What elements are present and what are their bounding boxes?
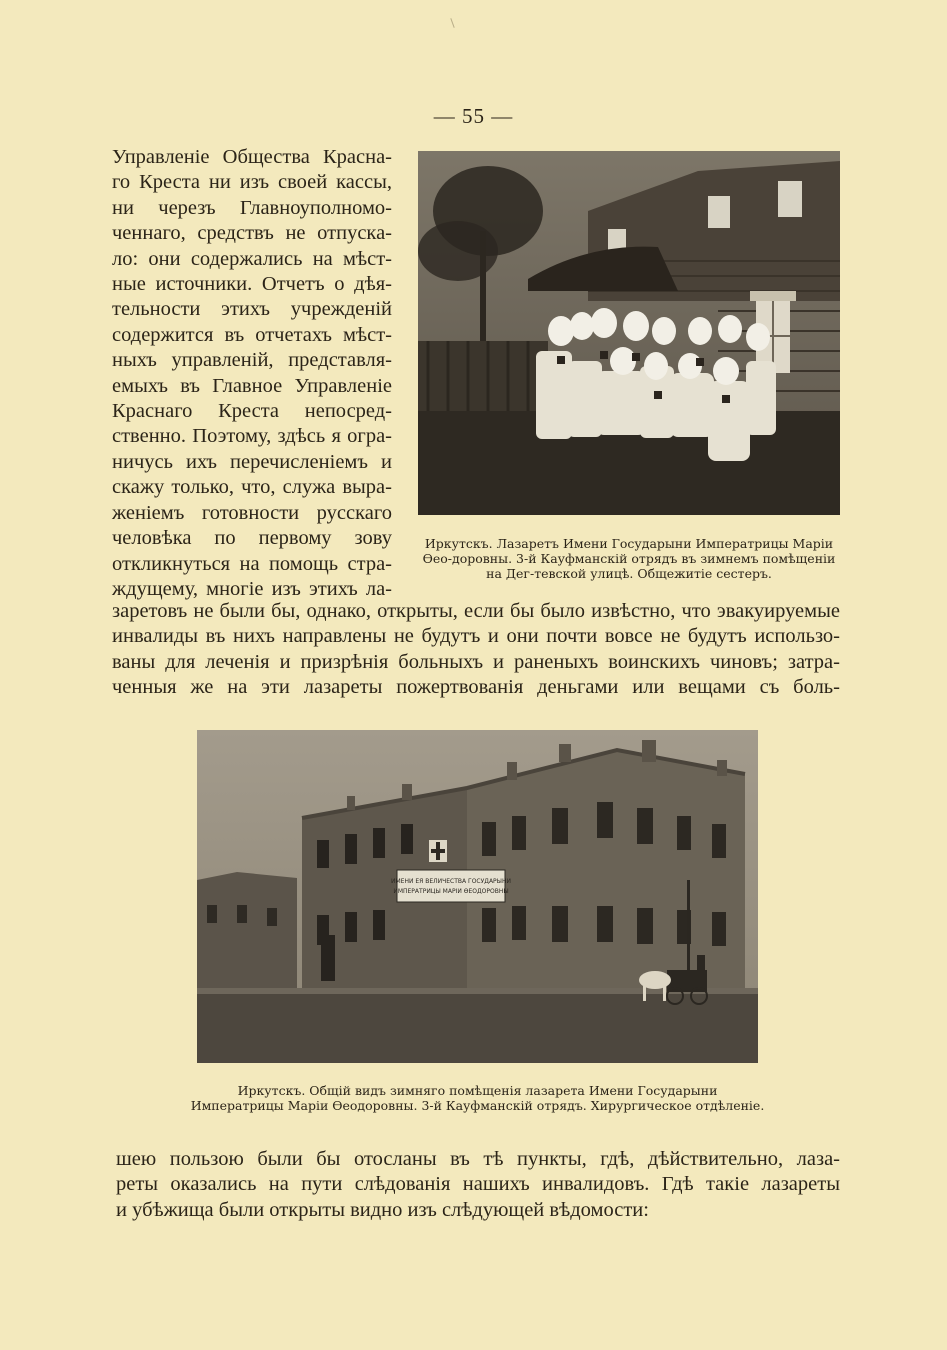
svg-text:ИМПЕРАТРИЦЫ МАРІИ ѲЕОДОРОВНЫ: ИМПЕРАТРИЦЫ МАРІИ ѲЕОДОРОВНЫ xyxy=(393,888,509,895)
text-line: откликнуться на помощь стра- xyxy=(112,552,392,575)
left-column-text xyxy=(112,145,392,602)
text-line: ваны для леченія и призрѣнія больныхъ и раненыхъ воинскихъ чиновъ; затра- xyxy=(112,650,840,673)
text-line: ченнаго, средствъ не отпуска- xyxy=(112,222,392,245)
text-line: женіемъ готовности русскаго xyxy=(112,501,392,524)
text-line: и убѣжища были открыты видно изъ слѣдующей вѣдомости: xyxy=(116,1198,649,1221)
photo-nurses-in-front-of-house xyxy=(418,151,840,515)
text-line: ные источники. Отчетъ о дѣя- xyxy=(112,273,392,296)
svg-text:ИМЕНИ ЕЯ ВЕЛИЧЕСТВА ГОСУДАРЫНИ: ИМЕНИ ЕЯ ВЕЛИЧЕСТВА ГОСУДАРЫНИ xyxy=(391,878,511,885)
paper-mark xyxy=(450,18,454,28)
text-line: емыхъ въ Главное Управленіе xyxy=(112,374,392,397)
page-number: — 55 — xyxy=(433,104,514,128)
text-line: ченныя же на эти лазареты пожертвованія деньгами или вещами съ боль- xyxy=(112,676,840,699)
text-line: содержится въ отчетахъ мѣст- xyxy=(112,323,392,346)
text-line: тельности этихъ учрежденій xyxy=(112,298,392,321)
photo-caption: Иркутскъ. Лазаретъ Имени Государыни Императрицы Маріи Ѳео-доровны. 3-й Кауфманскій отрядъ въ зимнемъ помѣщеніи на Дег-тевской улицѣ. Общежитіе сестеръ. xyxy=(422,536,836,581)
photo-caption: Иркутскъ. Общій видъ зимняго помѣщенія лазарета Имени Государыни Императрицы Маріи Ѳеодоровны. 3-й Кауфманскій отрядъ. Хирургическое отдѣленіе. xyxy=(190,1083,765,1113)
text-line: ло: они содержались на мѣст- xyxy=(112,247,392,270)
text-line: Краснаго Креста непосред- xyxy=(112,400,392,423)
text-line: ственно. Поэтому, здѣсь я огра- xyxy=(112,425,392,448)
text-line: заретовъ не были бы, однако, открыты, если бы было извѣстно, что эвакуируемые xyxy=(112,600,840,622)
bottom-paragraph xyxy=(116,1147,840,1223)
text-line: человѣка по первому зову xyxy=(112,527,392,550)
photo-hospital-building xyxy=(197,730,758,1063)
text-line: инвалиды въ нихъ направлены не будутъ и они почти вовсе не будутъ использо- xyxy=(112,625,840,648)
text-line: ни черезъ Главноуполномо- xyxy=(112,196,392,219)
text-line: Управленіе Общества Красна- xyxy=(112,146,392,168)
text-line: реты оказались на пути слѣдованія нашихъ инвалидовъ. Гдѣ такіе лазареты xyxy=(116,1173,840,1196)
text-line: ждущему, многіе изъ этихъ ла- xyxy=(112,577,392,600)
full-width-text xyxy=(112,599,840,701)
text-line: ныхъ управленій, представля- xyxy=(112,349,392,372)
text-line: го Креста ни изъ своей кассы, xyxy=(112,171,392,194)
text-line: скажу только, что, служа выра- xyxy=(112,476,392,499)
text-line: шею пользою были бы отосланы въ тѣ пункты, гдѣ, дѣйствительно, лаза- xyxy=(116,1148,840,1170)
text-line: ничусь ихъ перечисленіемъ и xyxy=(112,450,392,473)
